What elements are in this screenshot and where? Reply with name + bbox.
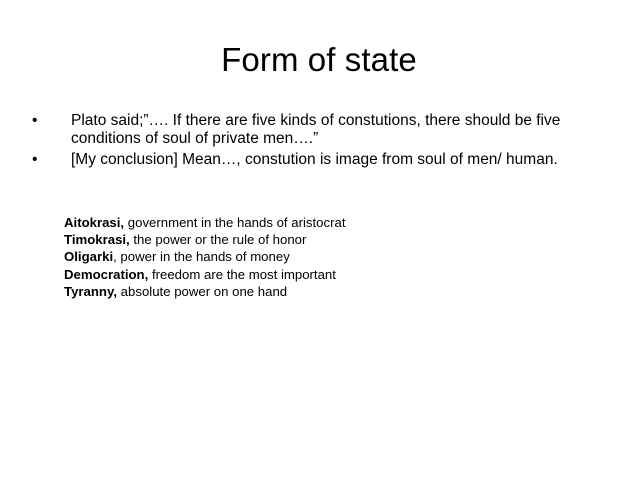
- definition-row: [64, 283, 584, 300]
- bullet-text: [My conclusion] Mean…, constution is image from soul of men/ human.: [71, 151, 558, 168]
- bullet-item: [32, 112, 612, 148]
- slide-title: Form of state: [221, 41, 417, 78]
- bullet-text: Plato said;”…. If there are five kinds of constutions, there should be five conditions of soul of private men….”: [71, 112, 561, 147]
- definition-term: Tyranny,: [64, 283, 118, 299]
- definition-row: [64, 248, 584, 265]
- definition-description: freedom are the most important: [148, 266, 336, 282]
- definition-list: [64, 214, 584, 300]
- bullet-dot-icon: •: [32, 112, 38, 129]
- definition-description: absolute power on one hand: [117, 283, 288, 299]
- definition-term: Democration,: [64, 266, 149, 282]
- definition-description: the power or the rule of honor: [129, 232, 307, 248]
- definition-term: Aitokrasi,: [64, 215, 125, 230]
- bullet-dot-icon: •: [32, 151, 38, 168]
- definition-row: [64, 266, 584, 283]
- bullet-list: [32, 112, 612, 172]
- definition-description: , power in the hands of money: [113, 249, 290, 265]
- definition-row: [64, 231, 584, 248]
- definition-term: Timokrasi,: [64, 232, 130, 248]
- definition-description: government in the hands of aristocrat: [124, 215, 346, 230]
- definition-term: Oligarki: [64, 249, 114, 265]
- bullet-item: [32, 151, 612, 169]
- definition-row: [64, 214, 584, 231]
